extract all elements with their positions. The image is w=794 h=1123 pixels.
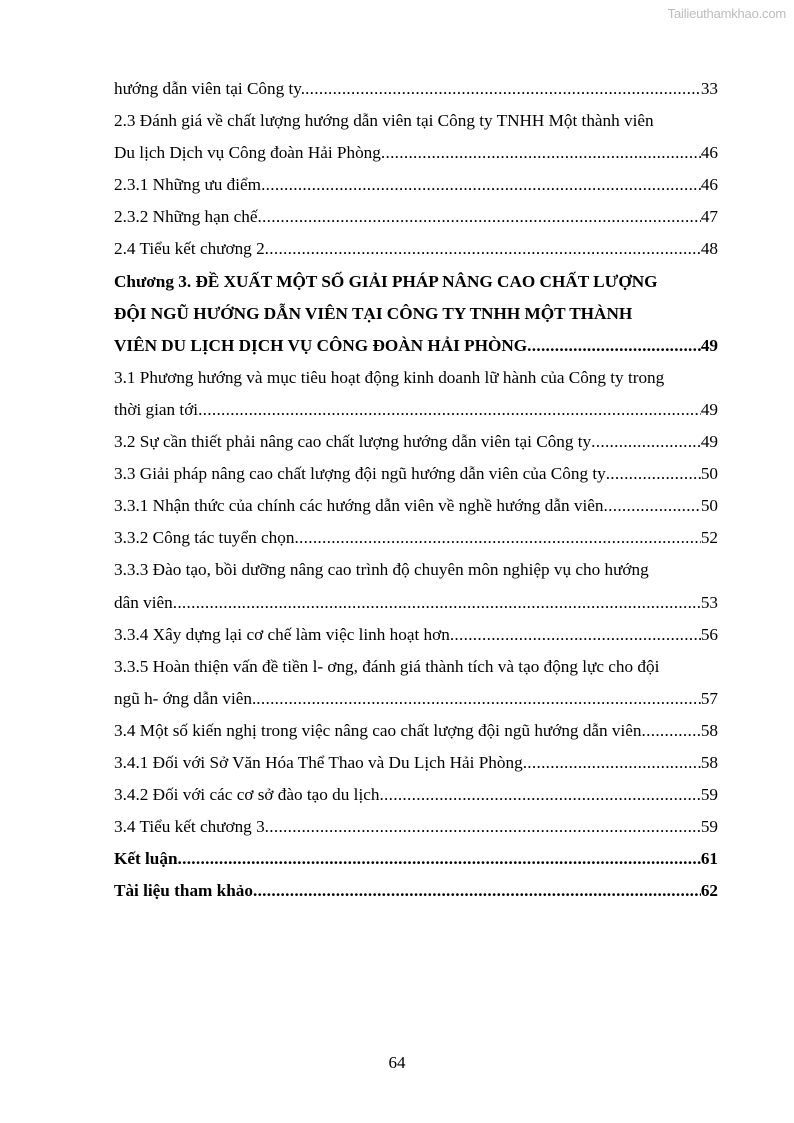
toc-entry-title: 3.2 Sự cần thiết phải nâng cao chất lượng hướng dẫn viên tại Công ty [114, 432, 592, 452]
table-of-contents [114, 73, 718, 907]
dot-leader [265, 811, 701, 843]
toc-entry-title: 3.4 Tiểu kết chương 3 [114, 817, 265, 837]
toc-entry-title: VIÊN DU LỊCH DỊCH VỤ CÔNG ĐOÀN HẢI PHÒNG [114, 335, 528, 355]
dot-leader [381, 137, 701, 169]
toc-entry[interactable] [114, 137, 718, 169]
watermark: Tailieuthamkhao.com [667, 6, 786, 21]
toc-entry-page: 49 [700, 335, 718, 355]
toc-entry-title: hướng dẫn viên tại Công ty. [114, 79, 306, 98]
toc-entry-title: thời gian tới [114, 399, 199, 419]
toc-entry-page: 52 [700, 528, 718, 548]
dot-leader [523, 747, 701, 779]
toc-entry-page: 53 [700, 592, 718, 612]
dot-leader [261, 169, 701, 201]
toc-entry[interactable] [114, 169, 718, 201]
toc-entry-page: 57 [700, 688, 718, 708]
dot-leader [178, 843, 701, 875]
toc-entry-page: 46 [700, 143, 718, 163]
toc-entry-page: 50 [700, 464, 718, 484]
toc-entry-page: 56 [700, 624, 718, 644]
toc-entry-page: 62 [700, 881, 718, 901]
toc-entry-title-line: Chương 3. ĐỀ XUẤT MỘT SỐ GIẢI PHÁP NÂNG CAO CHẤT LƯỢNG [114, 271, 658, 291]
dot-leader [527, 330, 701, 362]
page-number: 64 [388, 1053, 406, 1072]
dot-leader [173, 587, 701, 619]
toc-entry[interactable] [114, 747, 718, 779]
toc-entry-title: ngũ h- ớng dẫn viên. [114, 688, 257, 708]
dot-leader [265, 233, 701, 265]
toc-entry[interactable] [114, 843, 718, 875]
toc-entry-title: 3.4.1 Đối với Sở Văn Hóa Thể Thao và Du Lịch Hải Phòng [114, 752, 523, 772]
toc-entry-title-line: 3.3.5 Hoàn thiện vấn đề tiền l- ơng, đánh giá thành tích và tạo động lực cho đội [114, 656, 660, 676]
toc-entry[interactable] [114, 490, 718, 522]
toc-entry[interactable] [114, 73, 718, 105]
toc-entry-title: 3.3.2 Công tác tuyển chọn [114, 528, 295, 548]
toc-entry[interactable] [114, 394, 718, 426]
toc-entry-page: 48 [700, 239, 718, 259]
toc-entry-page: 58 [700, 752, 718, 772]
toc-entry-title: 3.3 Giải pháp nâng cao chất lượng đội ngũ hướng dẫn viên của Công ty [114, 464, 606, 484]
toc-entry-page: 33 [700, 79, 718, 98]
dot-leader [379, 779, 700, 811]
toc-entry[interactable] [114, 201, 718, 233]
dot-leader [294, 522, 700, 554]
dot-leader [198, 394, 701, 426]
toc-entry[interactable] [114, 330, 718, 362]
toc-entry-page: 47 [700, 207, 718, 227]
toc-entry[interactable] [114, 458, 718, 490]
toc-entry[interactable] [114, 522, 718, 554]
toc-entry-title-line: 2.3 Đánh giá về chất lượng hướng dẫn viên tại Công ty TNHH Một thành viên [114, 111, 654, 131]
toc-entry-title: Tài liệu tham khảo [114, 881, 253, 901]
toc-entry-title: 3.4.2 Đối với các cơ sở đào tạo du lịch [114, 785, 380, 805]
toc-entry-page: 49 [700, 432, 718, 452]
toc-entry-page: 49 [700, 399, 718, 419]
dot-leader [253, 875, 701, 907]
toc-entry-title: Kết luận [114, 849, 178, 869]
toc-entry-title: 2.3.1 Những ưu điểm [114, 175, 262, 195]
dot-leader [256, 683, 701, 715]
toc-entry[interactable] [114, 875, 718, 907]
dot-leader [257, 201, 700, 233]
dot-leader [606, 458, 701, 490]
toc-entry-title: dân viên [114, 592, 173, 612]
toc-entry-title: 2.4 Tiểu kết chương 2 [114, 239, 265, 259]
toc-entry[interactable] [114, 619, 718, 651]
toc-entry-title: 3.3.4 Xây dựng lại cơ chế làm việc linh hoạt hơn [114, 624, 450, 644]
toc-entry[interactable] [114, 811, 718, 843]
toc-entry-title: 2.3.2 Những hạn chế [114, 207, 258, 227]
toc-entry-title: 3.4 Một số kiến nghị trong việc nâng cao chất lượng đội ngũ hướng dẫn viên [114, 720, 642, 740]
toc-entry-page: 59 [700, 817, 718, 837]
toc-entry-page: 59 [700, 785, 718, 805]
toc-entry-title: Du lịch Dịch vụ Công đoàn Hải Phòng [114, 143, 381, 163]
toc-entry-page: 46 [700, 175, 718, 195]
toc-entry-page: 58 [700, 720, 718, 740]
dot-leader [450, 619, 701, 651]
toc-entry-page: 61 [700, 849, 718, 869]
toc-entry-title: 3.3.1 Nhận thức của chính các hướng dẫn viên về nghề hướng dẫn viên [114, 496, 604, 516]
dot-leader [642, 715, 701, 747]
toc-entry-page: 50 [700, 496, 718, 516]
toc-entry[interactable] [114, 683, 718, 715]
dot-leader [305, 73, 701, 105]
toc-entry[interactable] [114, 715, 718, 747]
dot-leader [604, 490, 701, 522]
toc-entry[interactable] [114, 233, 718, 265]
toc-entry[interactable] [114, 779, 718, 811]
toc-entry-title-line: 3.1 Phương hướng và mục tiêu hoạt động kinh doanh lữ hành của Công ty trong [114, 367, 665, 387]
dot-leader [591, 426, 701, 458]
toc-entry[interactable] [114, 426, 718, 458]
toc-entry-title-line: ĐỘI NGŨ HƯỚNG DẪN VIÊN TẠI CÔNG TY TNHH MỘT THÀNH [114, 303, 633, 323]
toc-entry-title-line: 3.3.3 Đào tạo, bồi dưỡng nâng cao trình độ chuyên môn nghiệp vụ cho hướng [114, 560, 649, 580]
toc-entry[interactable] [114, 587, 718, 619]
